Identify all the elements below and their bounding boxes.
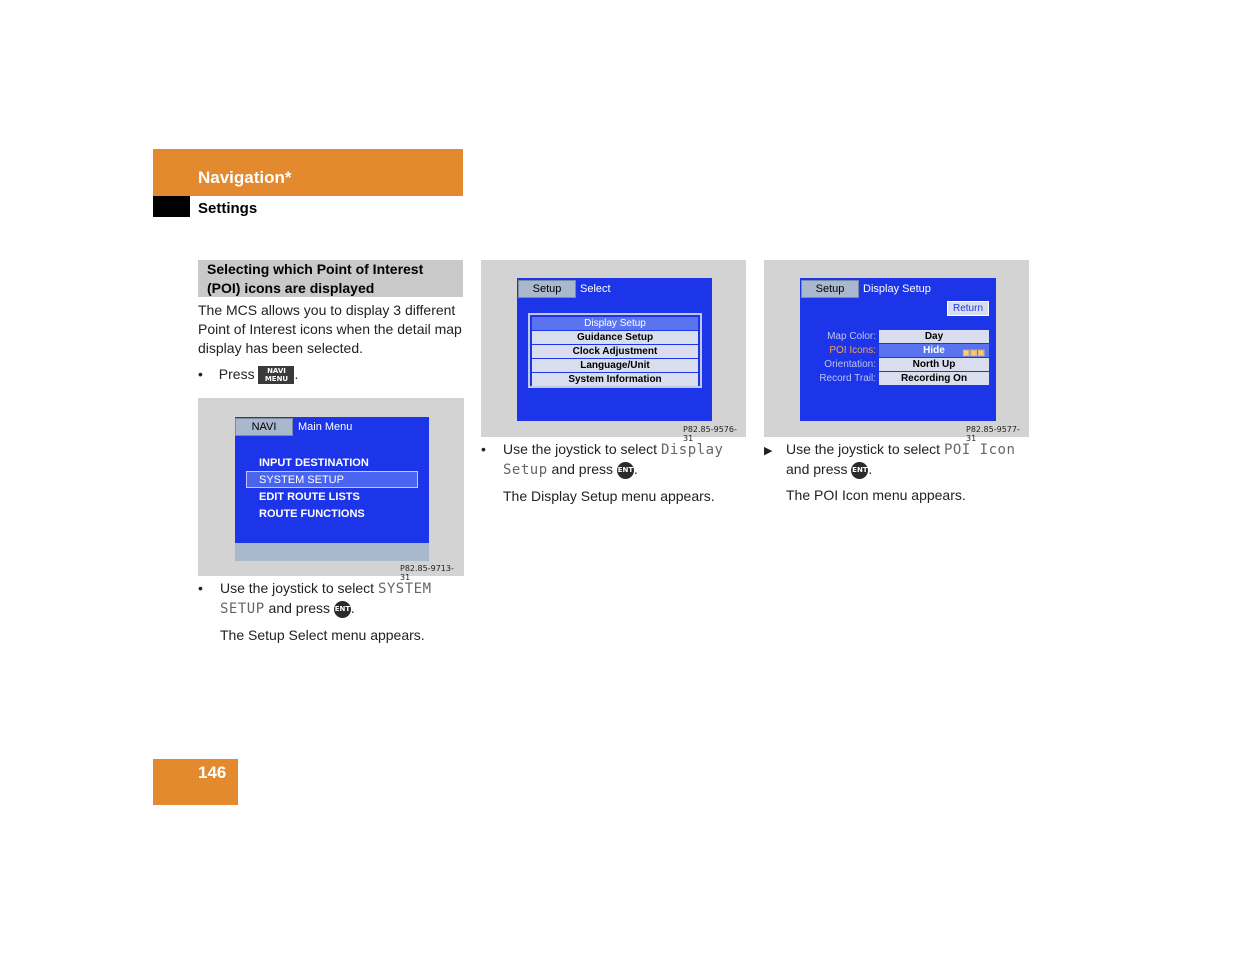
ent-button-icon: ENT: [617, 462, 634, 479]
screenshot-display-setup: [764, 260, 1029, 443]
result-text: The Setup Select menu appears.: [220, 627, 425, 643]
bullet: •: [198, 366, 203, 382]
setup-list: [528, 313, 702, 388]
result-text: The Display Setup menu appears.: [503, 488, 715, 504]
field-value: Day: [879, 330, 989, 343]
step-display-setup: • Use the joystick to select Display Setup and press ENT. The Display Setup menu appears.: [481, 440, 747, 459]
field-label: Record Trail:: [819, 373, 876, 384]
field-label: Map Color:: [827, 331, 876, 342]
arrow-bullet-icon: ▶: [764, 445, 773, 457]
field-value-selected: Hide ▣▣▣: [879, 344, 989, 357]
press-label: Press: [218, 366, 255, 382]
status-strip: [235, 543, 429, 561]
figure-code: P82.85-9577-31: [966, 425, 1020, 443]
code-text: Display Setup: [503, 442, 724, 478]
menu-item-selected: SYSTEM SETUP: [259, 474, 344, 486]
menu-item: INPUT DESTINATION: [259, 457, 369, 469]
return-button: Return: [947, 301, 989, 316]
list-item: Language/Unit: [532, 359, 698, 372]
ent-button-icon: ENT: [851, 462, 868, 479]
field-value: North Up: [879, 358, 989, 371]
screenshot-setup-select: [481, 260, 746, 443]
chapter-title: Navigation*: [198, 168, 292, 187]
list-item: System Information: [532, 373, 698, 386]
screen-title: Select: [580, 283, 611, 295]
field-label: Orientation:: [824, 359, 876, 370]
bullet: •: [198, 580, 203, 596]
tab-setup: Setup: [518, 280, 576, 298]
figure-code: P82.85-9576-31: [683, 425, 737, 443]
screen-title: Main Menu: [298, 421, 353, 433]
step-system-setup: • Use the joystick to select SYSTEM SETUP and press ENT. The Setup Select menu appears.: [198, 579, 464, 598]
header-marker: [153, 196, 190, 217]
screenshot-main-menu: [198, 398, 464, 582]
list-item: Clock Adjustment: [532, 345, 698, 358]
list-item-selected: Display Setup: [532, 317, 698, 330]
menu-item: EDIT ROUTE LISTS: [259, 491, 360, 503]
code-text: SYSTEM SETUP: [220, 581, 432, 617]
step-poi-icon: ▶ Use the joystick to select POI Icon and press ENT. The POI Icon menu appears.: [764, 440, 1030, 461]
menu-item: ROUTE FUNCTIONS: [259, 508, 365, 520]
field-label-active: POI Icons:: [829, 345, 876, 356]
intro-text: The MCS allows you to display 3 different Point of Interest icons when the detail map display has been selected.: [198, 302, 462, 356]
screen-title: Display Setup: [863, 283, 931, 295]
press-step: • Press NAVI MENU .: [198, 366, 299, 384]
display-screen: [235, 417, 429, 561]
tab-setup: Setup: [801, 280, 859, 298]
section-subtitle: Settings: [198, 200, 258, 217]
ent-button-icon: ENT: [334, 601, 351, 618]
list-item: Guidance Setup: [532, 331, 698, 344]
code-text: POI Icon: [943, 442, 1016, 458]
field-value: Recording On: [879, 372, 989, 385]
bullet: •: [481, 441, 486, 457]
poi-icons-icon: ▣▣▣: [962, 348, 985, 357]
page-number: 146: [198, 763, 227, 782]
figure-code: P82.85-9713-31: [400, 564, 454, 582]
section-heading: Selecting which Point of Interest (POI) icons are displayed: [207, 261, 424, 296]
navi-menu-key-icon: NAVI MENU: [258, 366, 294, 384]
tab-navi: NAVI: [235, 418, 293, 436]
result-text: The POI Icon menu appears.: [786, 487, 966, 503]
